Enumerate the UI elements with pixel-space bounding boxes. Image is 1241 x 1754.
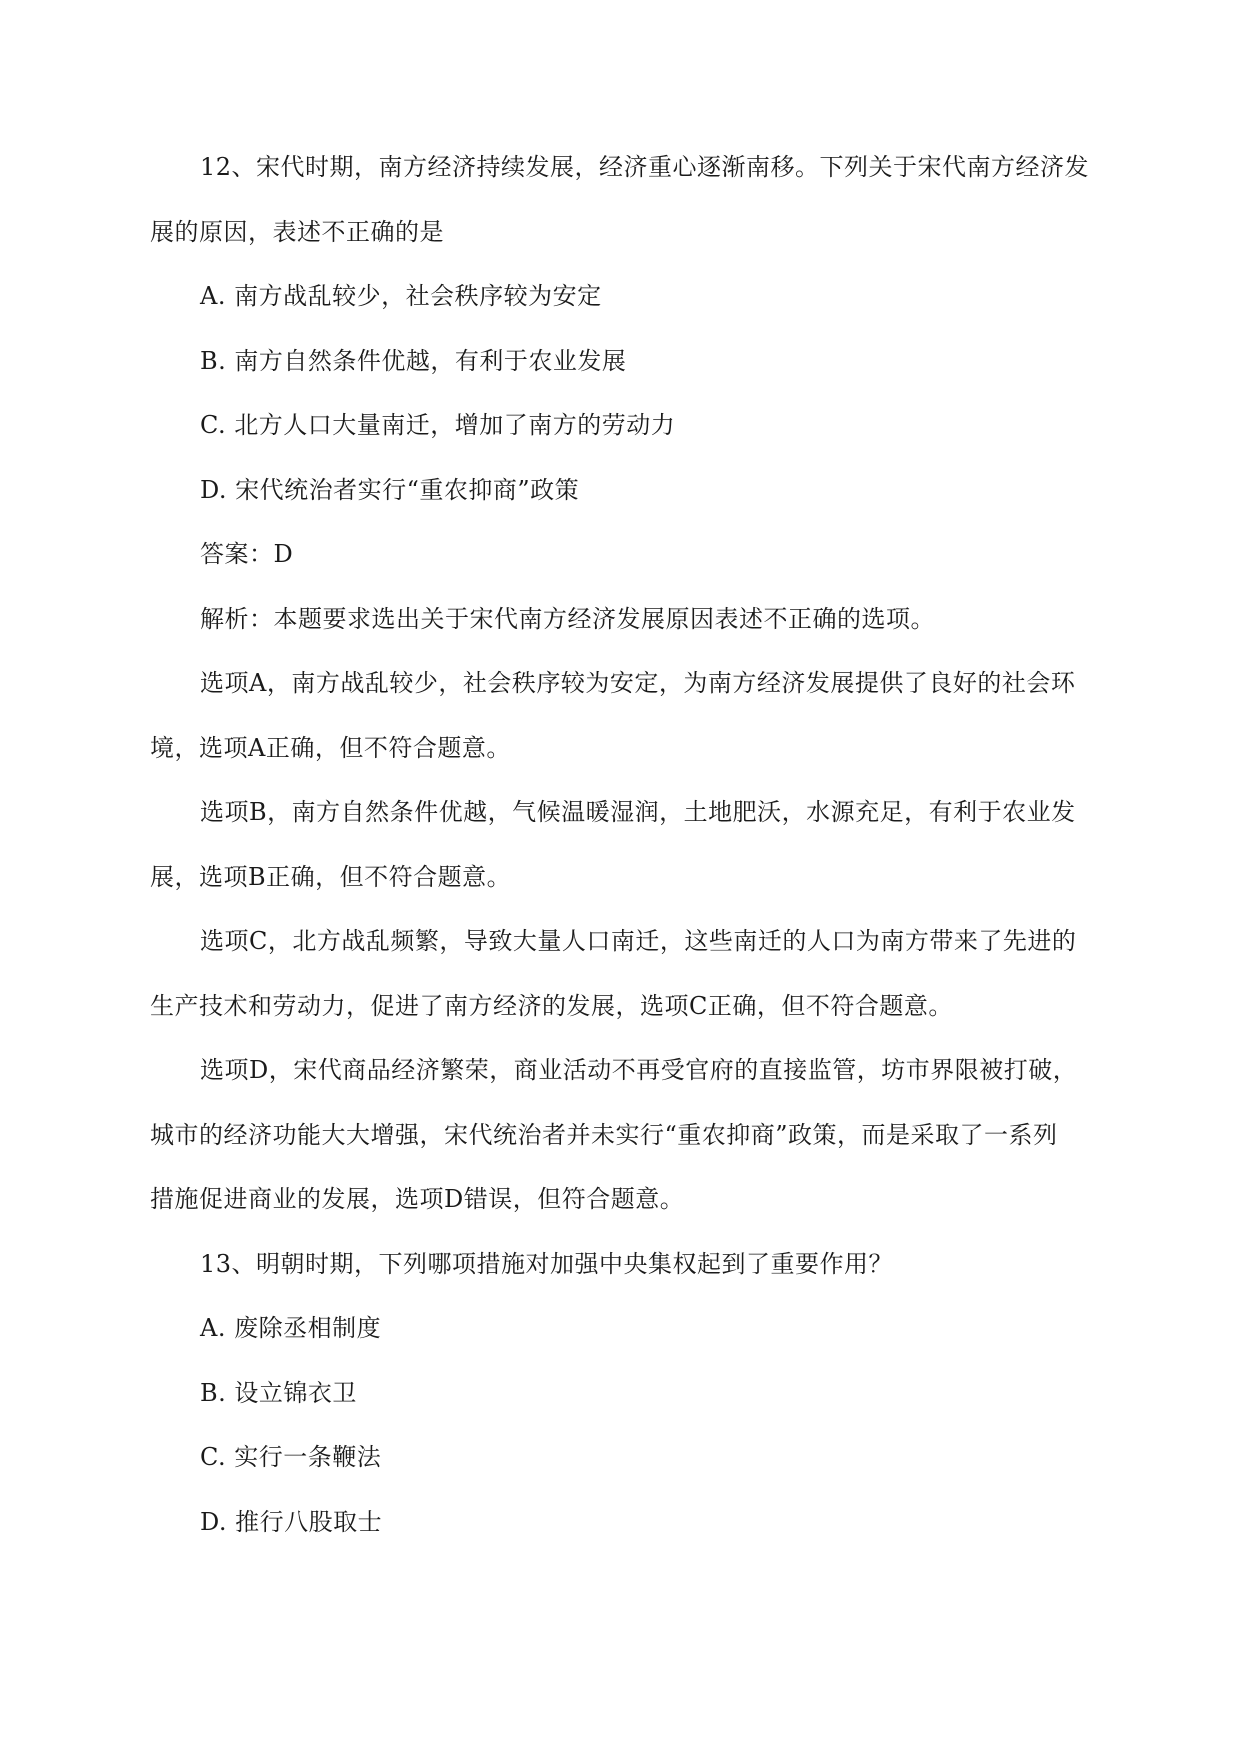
q12-analysis-intro: 解析：本题要求选出关于宋代南方经济发展原因表述不正确的选项。 — [200, 604, 935, 633]
q12-option-a: A. 南方战乱较少，社会秩序较为安定 — [200, 282, 602, 310]
document-page — [150, 135, 1090, 1554]
q12-analysis-a-line1: 选项A，南方战乱较少，社会秩序较为安定，为南方经济发展提供了良好的社会环 — [200, 669, 1076, 697]
q12-option-b: B. 南方自然条件优越，有利于农业发展 — [200, 346, 627, 375]
q12-stem-line2: 展的原因，表述不正确的是 — [150, 217, 444, 246]
q13-option-d: D. 推行八股取士 — [200, 1507, 383, 1536]
q13-option-b: B. 设立锦衣卫 — [200, 1378, 357, 1407]
q12-analysis-c-line1: 选项C，北方战乱频繁，导致大量人口南迁，这些南迁的人口为南方带来了先进的 — [200, 927, 1077, 955]
q12-option-d: D. 宋代统治者实行“重农抑商”政策 — [200, 475, 580, 504]
q12-analysis-a-line2: 境，选项A正确，但不符合题意。 — [150, 733, 511, 762]
q12-option-c: C. 北方人口大量南迁，增加了南方的劳动力 — [200, 411, 676, 439]
q13-option-a: A. 废除丞相制度 — [200, 1314, 382, 1342]
q12-stem-line1: 12、宋代时期，南方经济持续发展，经济重心逐渐南移。下列关于宋代南方经济发 — [200, 153, 1090, 181]
q13-option-c: C. 实行一条鞭法 — [200, 1443, 382, 1471]
q12-analysis-d-line1: 选项D，宋代商品经济繁荣，商业活动不再受官府的直接监管，坊市界限被打破， — [200, 1056, 1078, 1084]
q12-answer: 答案：D — [200, 540, 294, 568]
q13-stem: 13、明朝时期，下列哪项措施对加强中央集权起到了重要作用？ — [200, 1249, 894, 1278]
q12-analysis-c-line2: 生产技术和劳动力，促进了南方经济的发展，选项C正确，但不符合题意。 — [150, 991, 953, 1020]
q12-analysis-d-line2: 城市的经济功能大大增强，宋代统治者并未实行“重农抑商”政策，而是采取了一系列 — [150, 1120, 1058, 1149]
q12-analysis-d-line3: 措施促进商业的发展，选项D错误，但符合题意。 — [150, 1185, 685, 1213]
q12-analysis-b-line2: 展，选项B正确，但不符合题意。 — [150, 862, 512, 891]
q12-analysis-b-line1: 选项B，南方自然条件优越，气候温暖湿润，土地肥沃，水源充足，有利于农业发 — [200, 798, 1076, 826]
